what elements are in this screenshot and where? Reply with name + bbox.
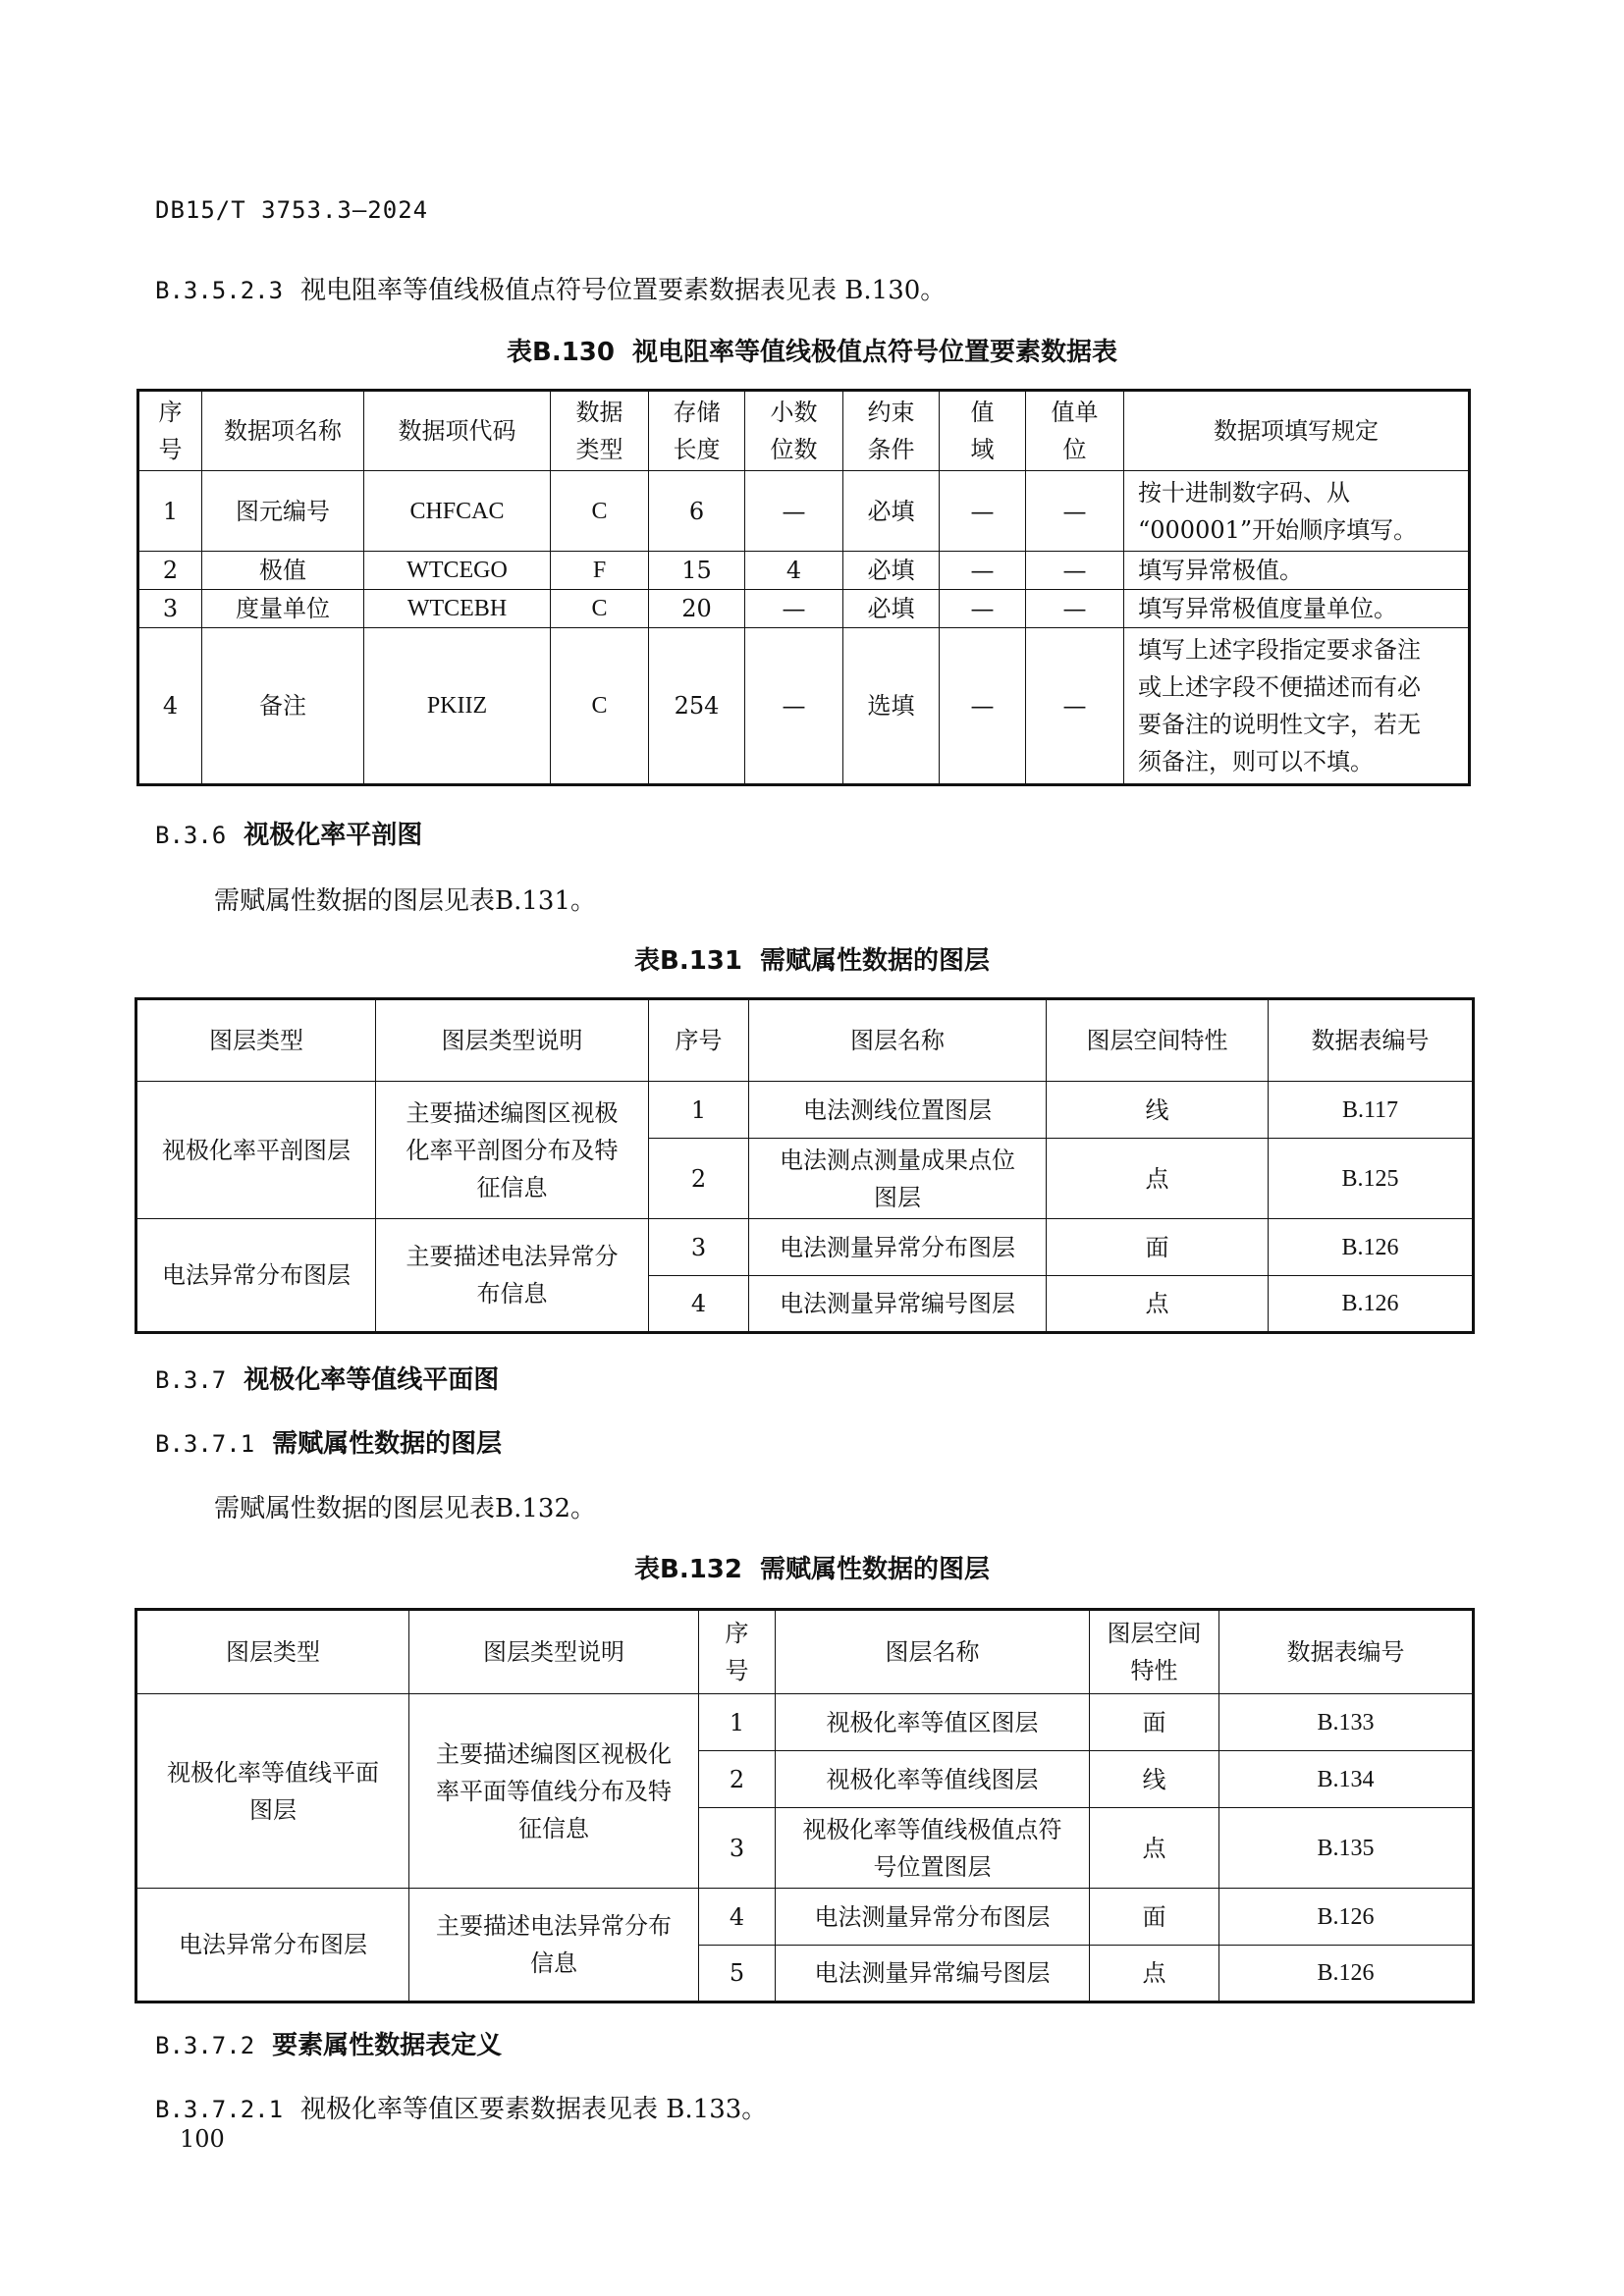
section-b371-heading bbox=[155, 1423, 502, 1460]
header-cell: 图层空间 特性 bbox=[1090, 1610, 1219, 1694]
section-title: 要素属性数据表定义 bbox=[272, 2031, 503, 2060]
cell-layer-type: 电法异常分布图层 bbox=[136, 1889, 409, 2002]
cell-no: 3 bbox=[138, 590, 202, 628]
section-title: 视极化率平剖图 bbox=[244, 821, 423, 850]
cell-spatial: 线 bbox=[1047, 1082, 1269, 1139]
cell-data-type: C bbox=[551, 471, 649, 552]
cell-layer-name: 视极化率等值区图层 bbox=[776, 1694, 1090, 1751]
table-130-header-row bbox=[138, 391, 1470, 471]
paragraph-b36: 需赋属性数据的图层见表B.131。 bbox=[214, 886, 596, 916]
cell-data-type: C bbox=[551, 628, 649, 785]
table-row bbox=[136, 1889, 1474, 1946]
table-132-title: 需赋属性数据的图层 bbox=[759, 1555, 990, 1584]
cell-domain: — bbox=[940, 552, 1026, 590]
table-row bbox=[136, 1082, 1474, 1139]
table-131-title: 需赋属性数据的图层 bbox=[759, 946, 990, 976]
cell-table-no: B.135 bbox=[1219, 1808, 1474, 1889]
cell-layer-type: 视极化率平剖图层 bbox=[136, 1082, 376, 1219]
cell-spatial: 面 bbox=[1090, 1694, 1219, 1751]
table-131-header-row bbox=[136, 999, 1474, 1082]
cell-spatial: 点 bbox=[1047, 1276, 1269, 1333]
document-code-header: DB15/T 3753.3—2024 bbox=[155, 196, 429, 224]
cell-data-type: C bbox=[551, 590, 649, 628]
cell-layer-type: 电法异常分布图层 bbox=[136, 1219, 376, 1333]
cell-no: 1 bbox=[699, 1694, 776, 1751]
header-cell: 图层类型说明 bbox=[409, 1610, 699, 1694]
table-132-header-row bbox=[136, 1610, 1474, 1694]
table-132-label: 表B.132 bbox=[634, 1555, 742, 1584]
header-cell: 图层名称 bbox=[776, 1610, 1090, 1694]
cell-decimals: — bbox=[745, 471, 843, 552]
cell-table-no: B.126 bbox=[1219, 1946, 1474, 2002]
clause-text: 视极化率等值区要素数据表见表 B.133。 bbox=[300, 2095, 768, 2124]
header-cell: 数据表编号 bbox=[1219, 1610, 1474, 1694]
cell-table-no: B.126 bbox=[1219, 1889, 1474, 1946]
table-130-caption bbox=[0, 332, 1624, 368]
cell-domain: — bbox=[940, 471, 1026, 552]
clause-number: B.3.5.2.3 bbox=[155, 277, 284, 304]
clause-number: B.3.7.2.1 bbox=[155, 2096, 284, 2123]
section-title: 视极化率等值线平面图 bbox=[244, 1365, 500, 1395]
cell-constraint: 选填 bbox=[843, 628, 940, 785]
cell-item-name: 图元编号 bbox=[202, 471, 364, 552]
cell-spatial: 点 bbox=[1090, 1808, 1219, 1889]
header-cell: 存储 长度 bbox=[649, 391, 745, 471]
header-cell: 数据项填写规定 bbox=[1124, 391, 1470, 471]
cell-layer-name: 电法测量异常分布图层 bbox=[749, 1219, 1047, 1276]
cell-constraint: 必填 bbox=[843, 590, 940, 628]
cell-no: 4 bbox=[699, 1889, 776, 1946]
table-131 bbox=[135, 997, 1475, 1334]
section-number: B.3.7.2 bbox=[155, 2032, 255, 2059]
cell-no: 2 bbox=[699, 1751, 776, 1808]
table-row bbox=[138, 590, 1470, 628]
cell-item-name: 极值 bbox=[202, 552, 364, 590]
page-number: 100 bbox=[180, 2125, 225, 2153]
cell-spatial: 点 bbox=[1090, 1946, 1219, 2002]
table-row bbox=[136, 1694, 1474, 1751]
cell-table-no: B.126 bbox=[1269, 1219, 1474, 1276]
cell-length: 6 bbox=[649, 471, 745, 552]
cell-layer-type: 视极化率等值线平面 图层 bbox=[136, 1694, 409, 1889]
table-132-caption bbox=[0, 1549, 1624, 1585]
cell-rule: 填写异常极值度量单位。 bbox=[1124, 590, 1470, 628]
cell-no: 4 bbox=[138, 628, 202, 785]
cell-layer-name: 视极化率等值线极值点符 号位置图层 bbox=[776, 1808, 1090, 1889]
table-131-label: 表B.131 bbox=[634, 946, 742, 976]
header-cell: 图层空间特性 bbox=[1047, 999, 1269, 1082]
cell-decimals: — bbox=[745, 590, 843, 628]
cell-no: 3 bbox=[699, 1808, 776, 1889]
cell-table-no: B.134 bbox=[1219, 1751, 1474, 1808]
header-cell: 序 号 bbox=[138, 391, 202, 471]
cell-table-no: B.126 bbox=[1269, 1276, 1474, 1333]
section-b37-heading bbox=[155, 1360, 499, 1396]
cell-layer-name: 电法测线位置图层 bbox=[749, 1082, 1047, 1139]
cell-item-name: 备注 bbox=[202, 628, 364, 785]
cell-data-type: F bbox=[551, 552, 649, 590]
table-row bbox=[138, 552, 1470, 590]
cell-domain: — bbox=[940, 628, 1026, 785]
paragraph-b371: 需赋属性数据的图层见表B.132。 bbox=[214, 1494, 596, 1523]
cell-unit: — bbox=[1026, 628, 1124, 785]
header-cell: 小数 位数 bbox=[745, 391, 843, 471]
header-cell: 序号 bbox=[649, 999, 749, 1082]
header-cell: 约束 条件 bbox=[843, 391, 940, 471]
cell-layer-name: 电法测量异常编号图层 bbox=[776, 1946, 1090, 2002]
cell-no: 2 bbox=[649, 1139, 749, 1219]
cell-layer-desc: 主要描述电法异常分布 信息 bbox=[409, 1889, 699, 2002]
cell-no: 2 bbox=[138, 552, 202, 590]
header-cell: 图层类型 bbox=[136, 1610, 409, 1694]
table-130-title: 视电阻率等值线极值点符号位置要素数据表 bbox=[631, 338, 1117, 367]
cell-layer-desc: 主要描述电法异常分 布信息 bbox=[376, 1219, 649, 1333]
header-cell: 图层类型说明 bbox=[376, 999, 649, 1082]
cell-item-code: WTCEGO bbox=[364, 552, 551, 590]
cell-decimals: — bbox=[745, 628, 843, 785]
cell-layer-name: 电法测量异常分布图层 bbox=[776, 1889, 1090, 1946]
table-132 bbox=[135, 1608, 1475, 2003]
cell-length: 20 bbox=[649, 590, 745, 628]
cell-layer-name: 视极化率等值线图层 bbox=[776, 1751, 1090, 1808]
cell-domain: — bbox=[940, 590, 1026, 628]
header-cell: 数据 类型 bbox=[551, 391, 649, 471]
header-cell: 数据表编号 bbox=[1269, 999, 1474, 1082]
cell-layer-name: 电法测量异常编号图层 bbox=[749, 1276, 1047, 1333]
cell-rule: 按十进制数字码、从 “000001”开始顺序填写。 bbox=[1124, 471, 1470, 552]
cell-layer-desc: 主要描述编图区视极 化率平剖图分布及特 征信息 bbox=[376, 1082, 649, 1219]
cell-unit: — bbox=[1026, 471, 1124, 552]
table-row bbox=[136, 1219, 1474, 1276]
cell-no: 5 bbox=[699, 1946, 776, 2002]
cell-item-code: WTCEBH bbox=[364, 590, 551, 628]
table-131-caption bbox=[0, 940, 1624, 977]
clause-b35223 bbox=[155, 270, 946, 306]
cell-length: 15 bbox=[649, 552, 745, 590]
header-cell: 图层类型 bbox=[136, 999, 376, 1082]
cell-layer-desc: 主要描述编图区视极化 率平面等值线分布及特 征信息 bbox=[409, 1694, 699, 1889]
cell-decimals: 4 bbox=[745, 552, 843, 590]
cell-no: 1 bbox=[138, 471, 202, 552]
cell-item-name: 度量单位 bbox=[202, 590, 364, 628]
header-cell: 数据项代码 bbox=[364, 391, 551, 471]
cell-unit: — bbox=[1026, 590, 1124, 628]
table-row bbox=[138, 628, 1470, 785]
clause-text: 视电阻率等值线极值点符号位置要素数据表见表 B.130。 bbox=[300, 276, 947, 305]
table-130-label: 表B.130 bbox=[507, 338, 615, 367]
cell-rule: 填写异常极值。 bbox=[1124, 552, 1470, 590]
cell-rule: 填写上述字段指定要求备注 或上述字段不便描述而有必 要备注的说明性文字，若无 须备注，则可以不填。 bbox=[1124, 628, 1470, 785]
cell-table-no: B.125 bbox=[1269, 1139, 1474, 1219]
header-cell: 数据项名称 bbox=[202, 391, 364, 471]
cell-spatial: 面 bbox=[1047, 1219, 1269, 1276]
cell-constraint: 必填 bbox=[843, 471, 940, 552]
section-number: B.3.7.1 bbox=[155, 1430, 255, 1458]
cell-spatial: 面 bbox=[1090, 1889, 1219, 1946]
cell-table-no: B.133 bbox=[1219, 1694, 1474, 1751]
cell-spatial: 线 bbox=[1090, 1751, 1219, 1808]
section-b372-heading bbox=[155, 2025, 502, 2061]
cell-item-code: CHFCAC bbox=[364, 471, 551, 552]
cell-no: 4 bbox=[649, 1276, 749, 1333]
section-number: B.3.6 bbox=[155, 822, 227, 849]
cell-item-code: PKIIZ bbox=[364, 628, 551, 785]
cell-unit: — bbox=[1026, 552, 1124, 590]
cell-no: 3 bbox=[649, 1219, 749, 1276]
clause-b3721 bbox=[155, 2089, 767, 2125]
cell-spatial: 点 bbox=[1047, 1139, 1269, 1219]
header-cell: 值 域 bbox=[940, 391, 1026, 471]
cell-length: 254 bbox=[649, 628, 745, 785]
cell-layer-name: 电法测点测量成果点位 图层 bbox=[749, 1139, 1047, 1219]
table-row bbox=[138, 471, 1470, 552]
header-cell: 序 号 bbox=[699, 1610, 776, 1694]
section-title: 需赋属性数据的图层 bbox=[272, 1429, 503, 1459]
cell-no: 1 bbox=[649, 1082, 749, 1139]
header-cell: 值单 位 bbox=[1026, 391, 1124, 471]
header-cell: 图层名称 bbox=[749, 999, 1047, 1082]
section-b36-heading bbox=[155, 815, 422, 851]
cell-table-no: B.117 bbox=[1269, 1082, 1474, 1139]
table-130 bbox=[136, 389, 1471, 786]
cell-constraint: 必填 bbox=[843, 552, 940, 590]
section-number: B.3.7 bbox=[155, 1366, 227, 1394]
